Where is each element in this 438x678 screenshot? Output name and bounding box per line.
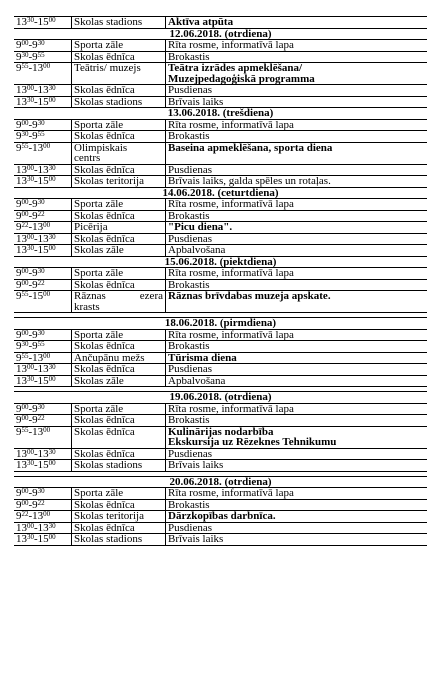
time-cell: $9^{00}-9^{22}$ <box>14 415 72 427</box>
place-text: Sporta zāle <box>74 198 124 210</box>
activity-text: Brīvais laiks <box>168 533 224 545</box>
time-cell: $9^{00}-9^{30}$ <box>14 488 72 500</box>
schedule-row <box>14 40 427 52</box>
day-header: 13.06.2018. (trešdiena) <box>14 108 427 120</box>
activity-text: Pusdienas <box>168 522 212 534</box>
place-cell <box>72 364 166 376</box>
time-cell: $9^{00}-9^{30}$ <box>14 403 72 415</box>
activity-text: Rīta rosme, informatīvā lapa <box>168 487 294 499</box>
activity-text: Pusdienas <box>168 363 212 375</box>
activity-text: Aktīva atpūta <box>168 16 234 28</box>
place-text: Skolas stadions <box>74 533 143 545</box>
schedule-row <box>14 403 427 415</box>
time-cell: $9^{00}-9^{30}$ <box>14 40 72 52</box>
place-text: Skolas stadions <box>74 16 143 28</box>
time-cell: $9^{55}-13^{00}$ <box>14 426 72 448</box>
place-text: Skolas ēdnīca <box>74 84 135 96</box>
activity-cell <box>166 199 428 211</box>
time-cell: $9^{55}-15^{00}$ <box>14 291 72 313</box>
activity-cell <box>166 341 428 353</box>
activity-cell <box>166 85 428 97</box>
place-text-line2: centrs <box>74 152 101 164</box>
time-cell: $13^{00}-13^{30}$ <box>14 448 72 460</box>
place-text: Rāznas ezera <box>74 290 163 302</box>
place-cell <box>72 268 166 280</box>
place-text: Skolas teritorija <box>74 175 144 187</box>
schedule-row <box>14 63 427 85</box>
activity-cell <box>166 522 428 534</box>
day-header: 20.06.2018. (otrdiena) <box>14 476 427 488</box>
place-text: Sporta zāle <box>74 403 124 415</box>
place-cell <box>72 534 166 546</box>
activity-cell <box>166 460 428 472</box>
time-cell: $9^{22}-13^{00}$ <box>14 511 72 523</box>
place-cell <box>72 375 166 387</box>
activity-text: Brīvais laiks <box>168 459 224 471</box>
schedule-row <box>14 329 427 341</box>
schedule-row <box>14 426 427 448</box>
activity-cell <box>166 51 428 63</box>
time-cell: $9^{00}-9^{22}$ <box>14 499 72 511</box>
schedule-row <box>14 352 427 364</box>
time-cell: $13^{30}-15^{00}$ <box>14 460 72 472</box>
schedule-row <box>14 222 427 234</box>
place-cell <box>72 245 166 257</box>
activity-text: Brīvais laiks, galda spēles un rotaļas. <box>168 175 331 187</box>
place-text: Skolas ēdnīca <box>74 522 135 534</box>
time-cell: $13^{30}-15^{00}$ <box>14 96 72 108</box>
activity-cell <box>166 233 428 245</box>
place-text: Skolas ēdnīca <box>74 426 135 438</box>
activity-cell <box>166 245 428 257</box>
place-text: Skolas ēdnīca <box>74 233 135 245</box>
activity-text: Apbalvošana <box>168 375 226 387</box>
activity-text: Pusdienas <box>168 233 212 245</box>
schedule-row <box>14 131 427 143</box>
place-cell <box>72 40 166 52</box>
activity-text: Kulinārijas nodarbība <box>168 426 274 438</box>
activity-text: Brokastis <box>168 414 210 426</box>
time-cell: $13^{00}-13^{30}$ <box>14 522 72 534</box>
schedule-table <box>14 16 427 546</box>
place-text: Sporta zāle <box>74 119 124 131</box>
activity-cell <box>166 534 428 546</box>
time-cell: $13^{30}-15^{00}$ <box>14 17 72 29</box>
place-cell <box>72 210 166 222</box>
schedule-row <box>14 210 427 222</box>
activity-text: Brīvais laiks <box>168 96 224 108</box>
place-text: Skolas ēdnīca <box>74 164 135 176</box>
time-cell: $9^{55}-13^{00}$ <box>14 63 72 85</box>
place-text: Teātris/ muzejs <box>74 62 141 74</box>
time-cell: $9^{00}-9^{30}$ <box>14 199 72 211</box>
time-cell: $13^{00}-13^{30}$ <box>14 164 72 176</box>
schedule-row <box>14 364 427 376</box>
place-cell <box>72 329 166 341</box>
activity-text: Apbalvošana <box>168 244 226 256</box>
schedule-row <box>14 85 427 97</box>
schedule-body <box>14 17 427 546</box>
time-cell: $9^{30}-9^{55}$ <box>14 51 72 63</box>
activity-cell <box>166 96 428 108</box>
activity-text: Brokastis <box>168 51 210 63</box>
activity-cell <box>166 291 428 313</box>
activity-cell <box>166 403 428 415</box>
day-header: 18.06.2018. (pirmdiena) <box>14 318 427 330</box>
day-header: 19.06.2018. (otrdiena) <box>14 392 427 404</box>
time-cell: $9^{00}-9^{30}$ <box>14 268 72 280</box>
place-cell <box>72 488 166 500</box>
activity-cell <box>166 222 428 234</box>
place-cell <box>72 522 166 534</box>
day-header-row <box>14 256 427 268</box>
activity-cell <box>166 511 428 523</box>
activity-cell <box>166 40 428 52</box>
schedule-document <box>14 16 427 546</box>
place-cell <box>72 511 166 523</box>
place-text: Sporta zāle <box>74 329 124 341</box>
activity-text: Rīta rosme, informatīvā lapa <box>168 403 294 415</box>
activity-text: Brokastis <box>168 499 210 511</box>
place-cell <box>72 403 166 415</box>
schedule-row <box>14 279 427 291</box>
schedule-row <box>14 96 427 108</box>
place-cell <box>72 448 166 460</box>
time-cell: $13^{30}-15^{00}$ <box>14 245 72 257</box>
schedule-row <box>14 511 427 523</box>
activity-text: Rāznas brīvdabas muzeja apskate. <box>168 290 331 302</box>
place-cell <box>72 17 166 29</box>
place-cell <box>72 176 166 188</box>
place-text: Skolas ēdnīca <box>74 363 135 375</box>
activity-text: Rīta rosme, informatīvā lapa <box>168 329 294 341</box>
schedule-row <box>14 199 427 211</box>
time-cell: $13^{00}-13^{30}$ <box>14 233 72 245</box>
activity-cell <box>166 63 428 85</box>
place-cell <box>72 426 166 448</box>
activity-cell <box>166 352 428 364</box>
activity-cell <box>166 415 428 427</box>
activity-text: Brokastis <box>168 279 210 291</box>
place-cell <box>72 85 166 97</box>
schedule-row <box>14 164 427 176</box>
day-header-row <box>14 392 427 404</box>
activity-text: Rīta rosme, informatīvā lapa <box>168 198 294 210</box>
schedule-row <box>14 176 427 188</box>
place-text: Ančupānu mežs <box>74 352 145 364</box>
place-cell <box>72 233 166 245</box>
activity-cell <box>166 176 428 188</box>
place-cell <box>72 63 166 85</box>
schedule-row <box>14 488 427 500</box>
time-cell: $13^{30}-15^{00}$ <box>14 176 72 188</box>
place-cell <box>72 341 166 353</box>
schedule-row <box>14 415 427 427</box>
day-header: 12.06.2018. (otrdiena) <box>14 28 427 40</box>
place-text: Olimpiskais <box>74 142 128 154</box>
place-cell <box>72 460 166 472</box>
activity-cell <box>166 426 428 448</box>
schedule-row <box>14 522 427 534</box>
place-text: Skolas ēdnīca <box>74 279 135 291</box>
activity-text: Teātra izrādes apmeklēšana/ <box>168 62 303 74</box>
activity-text: Rīta rosme, informatīvā lapa <box>168 119 294 131</box>
day-header-row <box>14 108 427 120</box>
place-text: Skolas ēdnīca <box>74 499 135 511</box>
time-cell: $9^{22}-13^{00}$ <box>14 222 72 234</box>
place-cell <box>72 222 166 234</box>
schedule-row <box>14 448 427 460</box>
schedule-row <box>14 291 427 313</box>
place-text: Skolas ēdnīca <box>74 448 135 460</box>
schedule-row <box>14 268 427 280</box>
activity-cell <box>166 119 428 131</box>
activity-text-line2: Ekskursija uz Rēzeknes Tehnikumu <box>168 436 337 448</box>
day-header-row <box>14 187 427 199</box>
place-text: Skolas stadions <box>74 96 143 108</box>
place-text: Skolas ēdnīca <box>74 414 135 426</box>
activity-text: Rīta rosme, informatīvā lapa <box>168 39 294 51</box>
time-cell: $9^{30}-9^{55}$ <box>14 341 72 353</box>
place-cell <box>72 96 166 108</box>
schedule-row <box>14 375 427 387</box>
activity-text: "Picu diena". <box>168 221 233 233</box>
schedule-row <box>14 233 427 245</box>
activity-text: Pusdienas <box>168 164 212 176</box>
schedule-row <box>14 142 427 164</box>
schedule-row <box>14 119 427 131</box>
activity-text: Rīta rosme, informatīvā lapa <box>168 267 294 279</box>
time-cell: $9^{55}-13^{00}$ <box>14 142 72 164</box>
schedule-row <box>14 51 427 63</box>
time-cell: $9^{55}-13^{00}$ <box>14 352 72 364</box>
activity-text-line2: Muzejpedagoģiskā programma <box>168 72 315 85</box>
schedule-row <box>14 245 427 257</box>
schedule-row <box>14 499 427 511</box>
time-cell: $9^{00}-9^{22}$ <box>14 210 72 222</box>
time-cell: $13^{30}-15^{00}$ <box>14 534 72 546</box>
place-text: Skolas ēdnīca <box>74 340 135 352</box>
activity-text: Brokastis <box>168 210 210 222</box>
day-header: 15.06.2018. (piektdiena) <box>14 256 427 268</box>
schedule-row <box>14 341 427 353</box>
activity-text: Pusdienas <box>168 448 212 460</box>
day-header-row <box>14 476 427 488</box>
place-text: Sporta zāle <box>74 39 124 51</box>
place-cell <box>72 499 166 511</box>
activity-cell <box>166 364 428 376</box>
place-cell <box>72 51 166 63</box>
place-text-line2: krasts <box>74 300 100 313</box>
time-cell: $9^{00}-9^{22}$ <box>14 279 72 291</box>
place-cell <box>72 279 166 291</box>
place-cell <box>72 291 166 313</box>
time-cell: $9^{00}-9^{30}$ <box>14 329 72 341</box>
place-text: Skolas zāle <box>74 375 124 387</box>
place-cell <box>72 131 166 143</box>
time-cell: $9^{30}-9^{55}$ <box>14 131 72 143</box>
place-text: Skolas ēdnīca <box>74 130 135 142</box>
activity-cell <box>166 329 428 341</box>
activity-cell <box>166 17 428 29</box>
activity-cell <box>166 448 428 460</box>
schedule-row <box>14 17 427 29</box>
activity-cell <box>166 375 428 387</box>
place-cell <box>72 199 166 211</box>
activity-cell <box>166 499 428 511</box>
place-cell <box>72 415 166 427</box>
place-text: Skolas teritorija <box>74 510 144 522</box>
place-cell <box>72 164 166 176</box>
activity-cell <box>166 131 428 143</box>
place-text: Skolas ēdnīca <box>74 210 135 222</box>
activity-text: Baseina apmeklēšana, sporta diena <box>168 142 333 154</box>
place-cell <box>72 142 166 164</box>
schedule-row <box>14 460 427 472</box>
day-header: 14.06.2018. (ceturtdiena) <box>14 187 427 199</box>
place-cell <box>72 352 166 364</box>
activity-text: Dārzkopības darbnīca. <box>168 510 276 522</box>
activity-text: Tūrisma diena <box>168 352 237 364</box>
activity-cell <box>166 210 428 222</box>
place-cell <box>72 119 166 131</box>
activity-cell <box>166 142 428 164</box>
day-header-row <box>14 318 427 330</box>
time-cell: $9^{00}-9^{30}$ <box>14 119 72 131</box>
place-text: Picērija <box>74 221 108 233</box>
place-text: Sporta zāle <box>74 267 124 279</box>
schedule-row <box>14 534 427 546</box>
time-cell: $13^{30}-15^{00}$ <box>14 375 72 387</box>
time-cell: $13^{00}-13^{30}$ <box>14 364 72 376</box>
time-cell: $13^{00}-13^{30}$ <box>14 85 72 97</box>
activity-cell <box>166 164 428 176</box>
activity-cell <box>166 488 428 500</box>
place-text: Skolas zāle <box>74 244 124 256</box>
activity-text: Brokastis <box>168 340 210 352</box>
activity-cell <box>166 279 428 291</box>
place-text: Skolas ēdnīca <box>74 51 135 63</box>
place-text: Skolas stadions <box>74 459 143 471</box>
place-text: Sporta zāle <box>74 487 124 499</box>
activity-cell <box>166 268 428 280</box>
activity-text: Pusdienas <box>168 84 212 96</box>
day-header-row <box>14 28 427 40</box>
activity-text: Brokastis <box>168 130 210 142</box>
